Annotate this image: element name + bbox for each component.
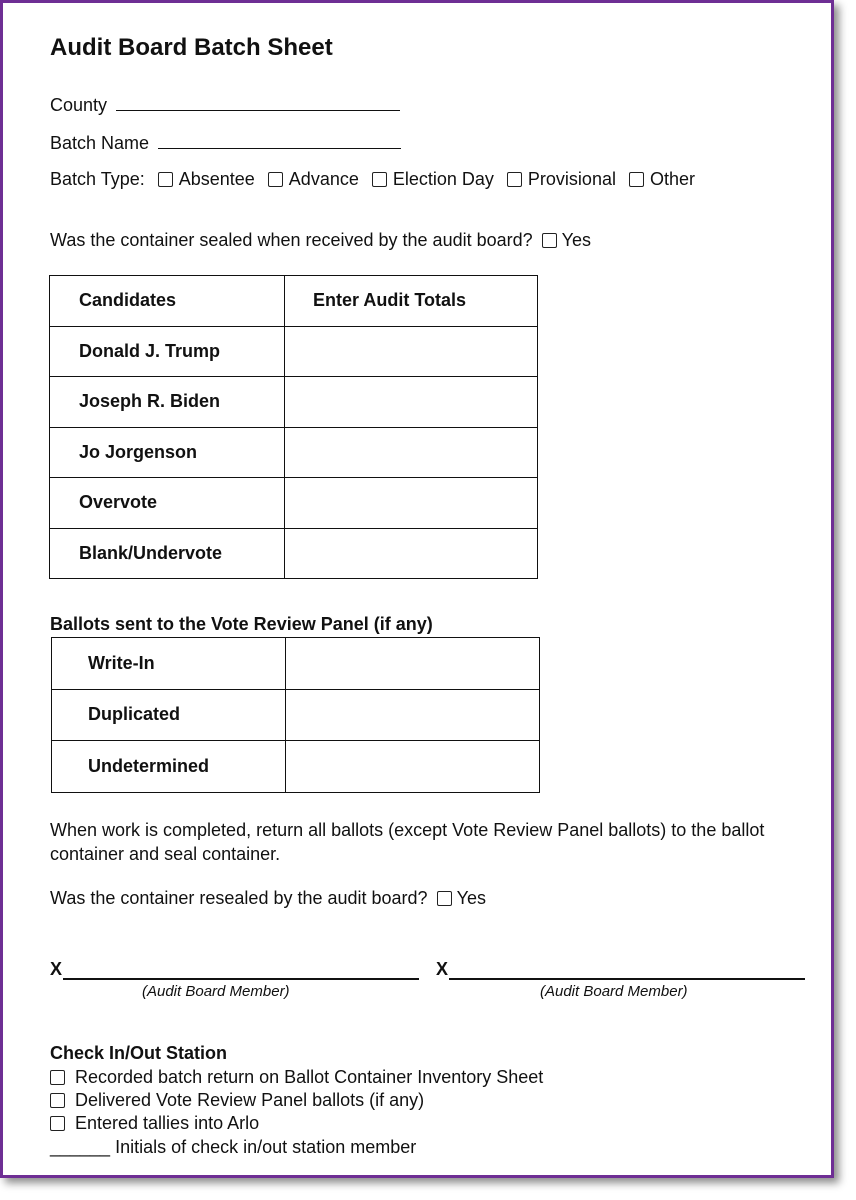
batch-type-provisional[interactable]: Provisional bbox=[507, 169, 616, 190]
audit-total-cell[interactable] bbox=[285, 427, 538, 478]
table-row bbox=[50, 528, 538, 579]
checkbox[interactable] bbox=[50, 1070, 65, 1085]
candidate-name: Donald J. Trump bbox=[50, 326, 285, 377]
checkbox[interactable] bbox=[372, 172, 387, 187]
candidate-name: Overvote bbox=[50, 478, 285, 529]
initials-row bbox=[50, 1137, 416, 1158]
review-panel-table bbox=[51, 637, 540, 793]
table-row bbox=[52, 689, 540, 741]
table-row bbox=[50, 478, 538, 529]
review-category: Write-In bbox=[52, 638, 286, 690]
check-item-label: Recorded batch return on Ballot Container Inventory Sheet bbox=[75, 1067, 544, 1087]
initials-label: Initials of check in/out station member bbox=[115, 1137, 417, 1157]
check-item[interactable] bbox=[50, 1067, 543, 1088]
header-candidates: Candidates bbox=[50, 276, 285, 327]
check-item-label: Delivered Vote Review Panel ballots (if any) bbox=[75, 1090, 425, 1110]
batch-type-advance[interactable]: Advance bbox=[268, 169, 359, 190]
sealed-yes-label: Yes bbox=[561, 230, 592, 250]
batch-type-absentee[interactable]: Absentee bbox=[158, 169, 255, 190]
county-blank[interactable] bbox=[116, 93, 400, 111]
check-item-label: Entered tallies into Arlo bbox=[75, 1113, 260, 1133]
signature-x-mark: X bbox=[436, 959, 449, 979]
table-row bbox=[50, 427, 538, 478]
audit-total-cell[interactable] bbox=[285, 528, 538, 579]
table-row bbox=[52, 741, 540, 793]
audit-total-cell[interactable] bbox=[285, 326, 538, 377]
batch-type-label: Batch Type: bbox=[50, 169, 145, 189]
check-item[interactable] bbox=[50, 1090, 424, 1111]
signature-caption-1: (Audit Board Member) bbox=[142, 983, 290, 1000]
resealed-yes-label: Yes bbox=[456, 888, 486, 908]
review-count-cell[interactable] bbox=[286, 689, 540, 741]
checkbox[interactable] bbox=[158, 172, 173, 187]
initials-blank[interactable]: ______ bbox=[50, 1137, 111, 1157]
checkbox[interactable] bbox=[507, 172, 522, 187]
review-count-cell[interactable] bbox=[286, 638, 540, 690]
audit-total-cell[interactable] bbox=[285, 478, 538, 529]
county-label: County bbox=[50, 95, 108, 115]
checkbox[interactable] bbox=[50, 1093, 65, 1108]
county-field bbox=[50, 93, 400, 116]
candidate-name: Joseph R. Biden bbox=[50, 377, 285, 428]
resealed-question: Was the container resealed by the audit board? bbox=[50, 888, 428, 908]
batch-name-blank[interactable] bbox=[158, 131, 401, 149]
review-count-cell[interactable] bbox=[286, 741, 540, 793]
review-panel-heading: Ballots sent to the Vote Review Panel (if any) bbox=[50, 614, 433, 634]
table-row bbox=[52, 638, 540, 690]
sealed-question: Was the container sealed when received by the audit board? bbox=[50, 230, 533, 250]
table-header-row bbox=[50, 276, 538, 327]
signature-blank[interactable] bbox=[449, 960, 805, 980]
sealed-question-row bbox=[50, 230, 591, 251]
check-station-heading: Check In/Out Station bbox=[50, 1043, 228, 1063]
page-title: Audit Board Batch Sheet bbox=[50, 34, 333, 61]
signature-blank[interactable] bbox=[63, 960, 419, 980]
batch-name-label: Batch Name bbox=[50, 133, 150, 153]
candidate-name: Blank/Undervote bbox=[50, 528, 285, 579]
completion-note: When work is completed, return all ballots (except Vote Review Panel ballots) to the ballot container and seal container. bbox=[50, 820, 765, 864]
signature-line-1[interactable] bbox=[50, 959, 419, 980]
candidate-name: Jo Jorgenson bbox=[50, 427, 285, 478]
batch-type-other[interactable]: Other bbox=[629, 169, 695, 190]
batch-type-election-day[interactable]: Election Day bbox=[372, 169, 494, 190]
resealed-yes-checkbox[interactable] bbox=[437, 891, 452, 906]
review-category: Duplicated bbox=[52, 689, 286, 741]
audit-total-cell[interactable] bbox=[285, 377, 538, 428]
header-audit-totals: Enter Audit Totals bbox=[285, 276, 538, 327]
resealed-question-row bbox=[50, 888, 486, 909]
signature-x-mark: X bbox=[50, 959, 63, 979]
check-item[interactable] bbox=[50, 1113, 259, 1134]
table-row bbox=[50, 326, 538, 377]
audit-totals-table bbox=[49, 275, 538, 579]
table-row bbox=[50, 377, 538, 428]
signature-line-2[interactable] bbox=[436, 959, 805, 980]
signature-caption-2: (Audit Board Member) bbox=[540, 983, 688, 1000]
batch-type-row bbox=[50, 169, 695, 190]
checkbox[interactable] bbox=[629, 172, 644, 187]
batch-name-field bbox=[50, 131, 401, 154]
sealed-yes-checkbox[interactable] bbox=[542, 233, 557, 248]
checkbox[interactable] bbox=[50, 1116, 65, 1131]
review-category: Undetermined bbox=[52, 741, 286, 793]
checkbox[interactable] bbox=[268, 172, 283, 187]
